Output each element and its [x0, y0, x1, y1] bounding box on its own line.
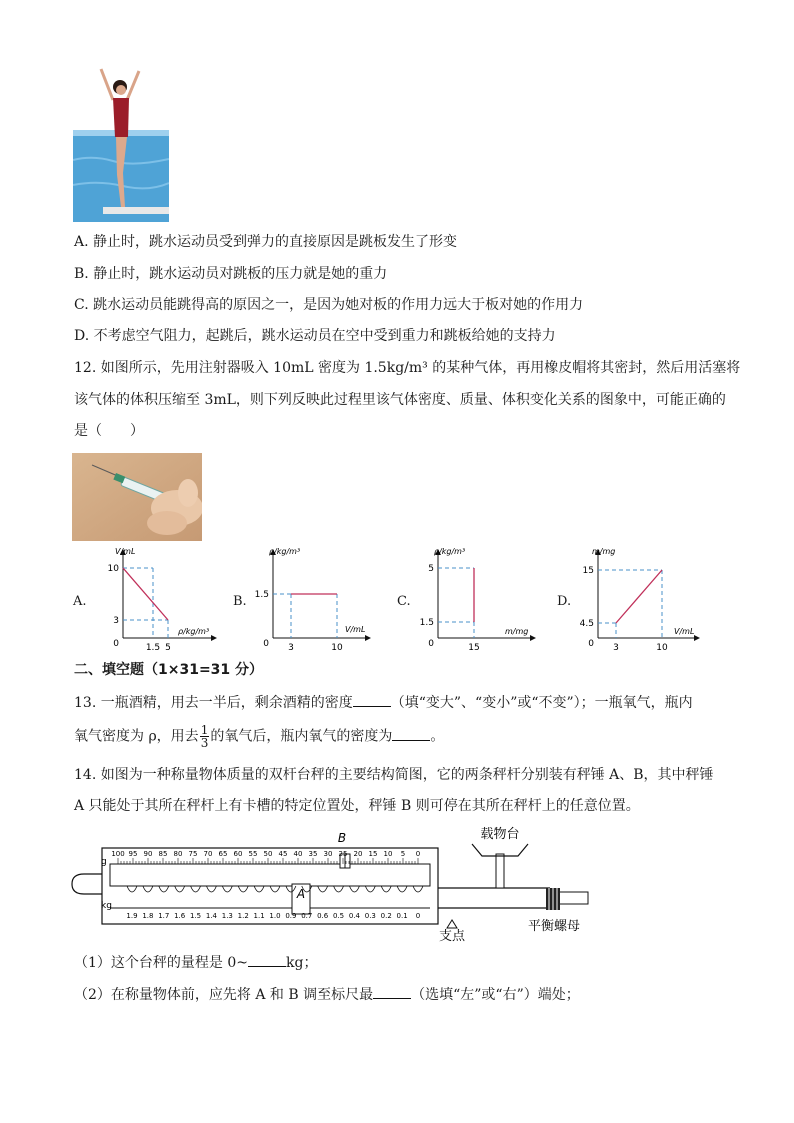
graph-b-origin: 0 — [263, 639, 269, 649]
bottom-scale-label: 0.7 — [301, 912, 313, 920]
graph-d-origin: 0 — [588, 639, 594, 649]
q14-blank-1[interactable] — [248, 952, 286, 967]
notch — [270, 886, 280, 892]
fulcrum-icon — [447, 920, 457, 928]
graph-b-y-label: ρ/kg/m³ — [269, 547, 301, 556]
gram-unit-label: g — [101, 857, 107, 867]
q11-option-a: A. 静止时，跳水运动员受到弹力的直接原因是跳板发生了形变 — [74, 234, 458, 250]
top-scale-label: 45 — [278, 850, 288, 858]
notch — [206, 886, 216, 892]
graph-d-ytick-15: 15 — [582, 566, 594, 576]
graph-b-x-label: V/mL — [345, 625, 366, 634]
q14-sub2: （2）在称量物体前，应先将 A 和 B 调至标尺最 （选填“左”或“右”）端处； — [74, 984, 580, 1005]
bottom-scale-label: 0.9 — [285, 912, 297, 920]
top-scale-label: 5 — [400, 850, 406, 858]
top-scale-label: 65 — [218, 850, 228, 858]
top-scale-label: 35 — [308, 850, 318, 858]
top-scale-label: 95 — [128, 850, 138, 858]
graph-c-xtick-15: 15 — [468, 643, 480, 653]
bottom-scale-label: 0.1 — [396, 912, 408, 920]
graph-d-y-label: m/mg — [592, 547, 616, 556]
notch — [222, 886, 232, 892]
platform-label: 载物台 — [480, 827, 520, 842]
bottom-scale-label: 1.4 — [205, 912, 218, 920]
notch — [349, 886, 359, 892]
q14-line1: 14. 如图为一种称量物体质量的双杆台秤的主要结构简图，它的两条秤杆分别装有秤锤 A、B，其中秤锤 — [74, 767, 714, 783]
graph-a-ytick-3: 3 — [113, 616, 119, 626]
q11-option-c: C. 跳水运动员能跳得高的原因之一，是因为她对板的作用力远大于板对她的作用力 — [74, 297, 584, 313]
graph-b-ytick-1.5: 1.5 — [254, 590, 269, 600]
graph-a-xtick-1.5: 1.5 — [145, 643, 161, 653]
diver-photo — [73, 65, 169, 222]
bottom-scale-label: 0.4 — [348, 912, 361, 920]
graph-d-ytick-4.5: 4.5 — [579, 619, 594, 629]
bottom-scale-label: 1.1 — [253, 912, 265, 920]
graph-d-option: D. — [557, 594, 572, 609]
top-scale-label: 25 — [338, 850, 348, 858]
graph-b-xtick-10: 10 — [331, 643, 343, 653]
graph-d — [570, 546, 705, 654]
top-scale-label: 10 — [383, 850, 393, 858]
bottom-scale-label: 0.3 — [364, 912, 376, 920]
notch — [397, 886, 407, 892]
graph-c-option: C. — [397, 594, 411, 609]
graph-c-y-label: ρ/kg/m³ — [434, 547, 466, 556]
top-scale-label: 15 — [368, 850, 378, 858]
bottom-scale-label: 1.9 — [126, 912, 138, 920]
kg-unit-label: kg — [101, 901, 112, 911]
q13-blank-2[interactable] — [392, 726, 430, 741]
graph-d-xtick-10: 10 — [656, 643, 668, 653]
graph-d-xtick-3: 3 — [613, 643, 619, 653]
notch — [143, 886, 153, 892]
q12-stem-line2: 该气体的体积压缩至 3mL，则下列反映此过程里该气体密度、质量、体积变化关系的图象中，可能正确的 — [74, 392, 726, 408]
notch — [191, 886, 201, 892]
top-scale-label: 40 — [293, 850, 303, 858]
graph-a-xtick-5: 5 — [165, 643, 171, 653]
top-scale-label: 60 — [233, 850, 243, 858]
graph-c-origin: 0 — [428, 639, 434, 649]
top-scale-label: 100 — [111, 850, 125, 858]
graph-d-line — [616, 570, 662, 623]
q14-line2: A 只能处于其所在秤杆上有卡槽的特定位置处，秤锤 B 则可停在其所在秤杆上的任意位置。 — [74, 798, 640, 814]
graph-c-ytick-1.5: 1.5 — [419, 618, 434, 628]
fulcrum-label: 支点 — [438, 929, 466, 942]
fraction-one-third: $\frac{1}{3}$ — [200, 723, 209, 750]
top-scale-label: 55 — [248, 850, 258, 858]
rider-b-label: B — [337, 831, 347, 845]
notch — [159, 886, 169, 892]
q14-sub1: （1）这个台秤的量程是 0~ kg； — [74, 952, 317, 973]
notch — [318, 886, 328, 892]
balance-nut-label: 平衡螺母 — [527, 919, 581, 934]
bottom-scale-label: 1.8 — [142, 912, 154, 920]
graph-a-origin: 0 — [113, 639, 119, 649]
q13-blank-1[interactable] — [353, 692, 391, 707]
top-scale-label: 30 — [323, 850, 333, 858]
notch — [127, 886, 137, 892]
q14-blank-2[interactable] — [373, 984, 411, 999]
syringe-photo — [72, 453, 202, 541]
bottom-scale-label: 0.6 — [317, 912, 329, 920]
top-scale-label: 0 — [415, 850, 421, 858]
graph-b-option: B. — [233, 594, 247, 609]
bottom-scale-label: 1.5 — [189, 912, 202, 920]
notch — [381, 886, 391, 892]
graph-a-ytick-10: 10 — [107, 564, 119, 574]
graph-b — [245, 546, 375, 654]
bottom-scale-label: 0.5 — [332, 912, 345, 920]
bottom-scale-label: 0 — [415, 912, 421, 920]
top-scale-label: 50 — [263, 850, 273, 858]
graph-a — [95, 546, 220, 654]
top-scale-label: 90 — [143, 850, 153, 858]
q13-line2: 氧气密度为 ρ，用去 $\frac{1}{3}$ 的氧气后，瓶内氧气的密度为 。 — [74, 723, 445, 750]
graph-a-x-label: ρ/kg/m³ — [178, 627, 210, 636]
top-scale-label: 80 — [173, 850, 183, 858]
q13-line1: 13. 一瓶酒精，用去一半后，剩余酒精的密度 （填“变大”、“变小”或“不变”）；一瓶氧气，瓶内 — [74, 692, 693, 713]
bottom-scale-label: 1.0 — [269, 912, 281, 920]
bottom-scale-label: 1.3 — [221, 912, 233, 920]
graph-c — [410, 546, 540, 654]
notch — [334, 886, 344, 892]
graph-a-option: A. — [73, 594, 87, 609]
q12-stem-line3: 是（ ） — [74, 423, 144, 439]
top-scale-label: 20 — [353, 850, 363, 858]
top-scale-label: 85 — [158, 850, 168, 858]
graph-b-xtick-3: 3 — [288, 643, 294, 653]
bottom-scale-label: 1.7 — [158, 912, 170, 920]
bottom-scale-label: 0.2 — [380, 912, 392, 920]
notch — [413, 886, 423, 892]
bottom-scale-label: 1.6 — [174, 912, 186, 920]
rider-a-label: A — [296, 887, 306, 901]
notch — [254, 886, 264, 892]
graph-c-ytick-5: 5 — [428, 564, 434, 574]
graph-d-x-label: V/mL — [674, 627, 695, 636]
graph-c-x-label: m/mg — [505, 627, 529, 636]
notch — [175, 886, 185, 892]
bottom-scale-label: 1.2 — [237, 912, 249, 920]
top-scale-label: 75 — [188, 850, 198, 858]
q12-stem-line1: 12. 如图所示，先用注射器吸入 10mL 密度为 1.5kg/m³ 的某种气体，再用橡皮帽将其密封，然后用活塞将 — [74, 360, 741, 376]
top-scale-label: 70 — [203, 850, 213, 858]
graph-a-y-label: V/mL — [115, 547, 136, 556]
section-fill-in-title: 二、填空题（1×31=31 分） — [74, 662, 264, 678]
scale-diagram — [70, 826, 600, 942]
notch — [365, 886, 375, 892]
notch — [238, 886, 248, 892]
graph-a-line — [123, 568, 168, 620]
q11-option-d: D. 不考虑空气阻力，起跳后，跳水运动员在空中受到重力和跳板给她的支持力 — [74, 328, 556, 344]
q11-option-b: B. 静止时，跳水运动员对跳板的压力就是她的重力 — [74, 266, 388, 282]
scale-window — [110, 864, 430, 886]
